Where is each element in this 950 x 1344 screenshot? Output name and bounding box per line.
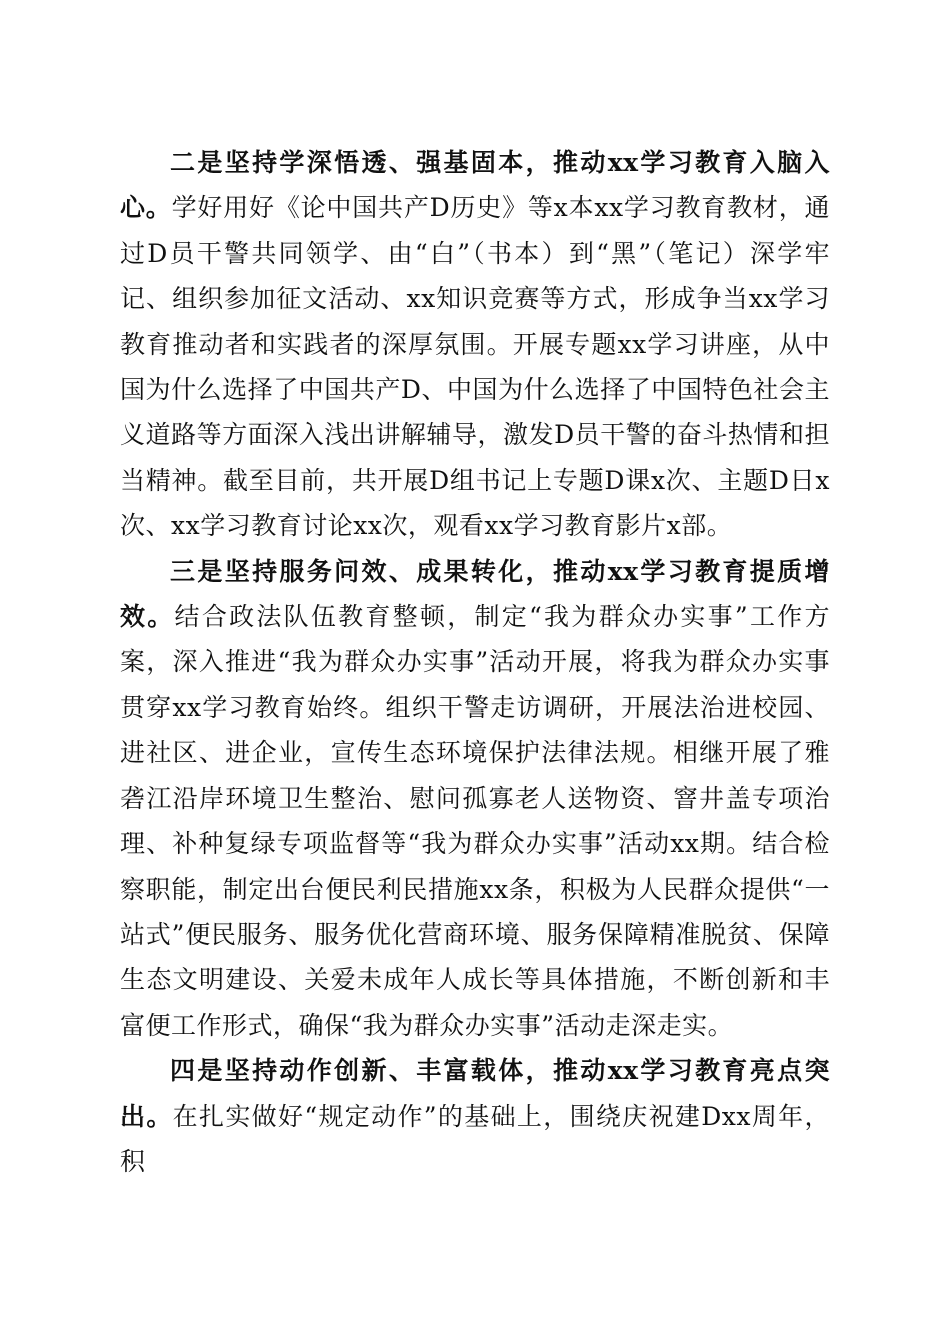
paragraph-service	[120, 549, 830, 1048]
paragraph-heading: 二是坚持学深悟透、强基固本，推动xx学习教育入脑入心。	[120, 148, 830, 223]
paragraph-study	[120, 140, 830, 549]
paragraph-text: 在扎实做好“规定动作”的基础上，围绕庆祝建Dxx周年，积	[120, 1101, 830, 1176]
paragraph-heading: 四是坚持动作创新、丰富载体，推动xx学习教育亮点突出。	[120, 1056, 830, 1131]
paragraph-text: 学好用好《论中国共产D历史》等x本xx学习教育教材，通过D员干警共同领学、由“白”（书本）到“黑”（笔记）深学牢记、组织参加征文活动、xx知识竞赛等方式，形成争当xx学习教育推动者和实践者的深厚氛围。开展专题xx学习讲座，从中国为什么选择了中国共产D、中国为什么选择了中国特色社会主义道路等方面深入浅出讲解辅导，激发D员干警的奋斗热情和担当精神。截至目前，共开展D组书记上专题D课x次、主题D日x次、xx学习教育讨论xx次，观看xx学习教育影片x部。	[120, 193, 830, 541]
paragraph-text: 结合政法队伍教育整顿，制定“我为群众办实事”工作方案，深入推进“我为群众办实事”活动开展，将我为群众办实事贯穿xx学习教育始终。组织干警走访调研，开展法治进校园、进社区、进企业，宣传生态环境保护法律法规。相继开展了雅砻江沿岸环境卫生整治、慰问孤寡老人送物资、窨井盖专项治理、补种复绿专项监督等“我为群众办实事”活动xx期。结合检察职能，制定出台便民利民措施xx条，积极为人民群众提供“一站式”便民服务、服务优化营商环境、服务保障精准脱贫、保障生态文明建设、关爱未成年人成长等具体措施，不断创新和丰富便工作形式，确保“我为群众办实事”活动走深走实。	[120, 602, 830, 1040]
paragraph-innovation	[120, 1048, 830, 1184]
paragraph-heading: 三是坚持服务问效、成果转化，推动xx学习教育提质增效。	[120, 556, 830, 632]
document-body	[120, 140, 830, 1184]
